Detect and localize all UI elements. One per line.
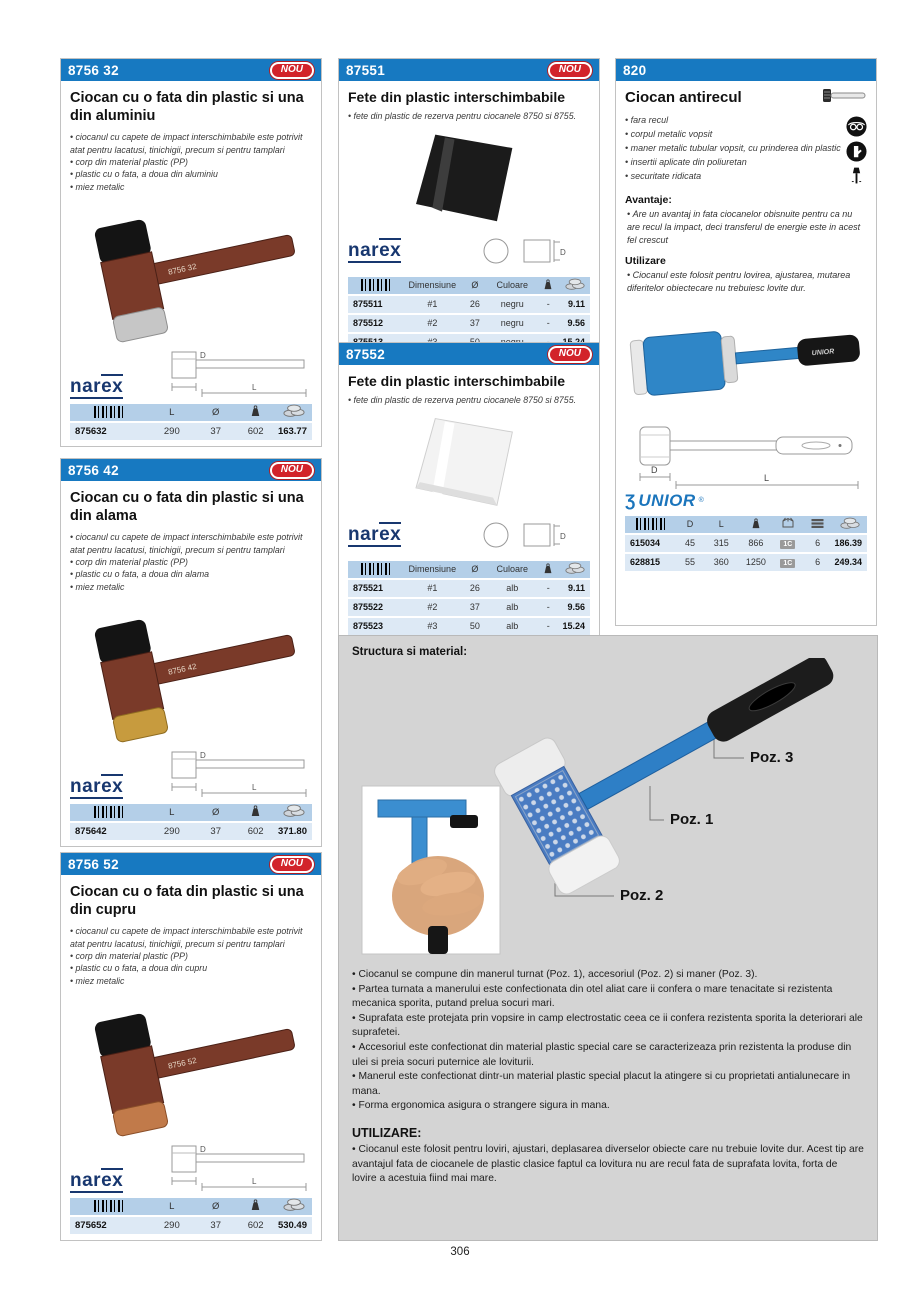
feature-item: • maner metalic tubular vopsit, cu prinderea din plastic <box>625 142 841 156</box>
weight-value: 866 <box>739 535 773 552</box>
col-header-l: L <box>704 516 739 533</box>
structura-bullet: • Forma ergonomica asigura o strangere sigura in mana. <box>352 1099 864 1114</box>
price-value: 15.24 <box>560 618 590 635</box>
feature-item: • corp din material plastic (PP) <box>70 156 312 168</box>
diameter-value: 37 <box>196 1217 235 1234</box>
feature-item: • fete din plastic de rezerva pentru ciocanele 8750 si 8755. <box>348 110 590 122</box>
feature-list <box>70 531 312 593</box>
utilizare-text: • Ciocanul este folosit pentru loviri, ajustari, deplasarea diverselor obiecte care nu trebuie lovite dur. Acest tip are avantajul fata de ciocanele de plastic clasice faptul ca lovitura nu are recul fata de suprafata lovita, forta de lovire a acestuia fiind mai mare. <box>352 1143 864 1187</box>
product-card-875642 <box>60 458 322 847</box>
color-value: alb <box>488 618 536 635</box>
weight-value: 602 <box>235 1217 276 1234</box>
col-header-length: L <box>148 404 196 421</box>
diameter-value: 26 <box>461 296 488 313</box>
color-value: alb <box>488 599 536 616</box>
price-value: 9.56 <box>560 599 590 616</box>
weight-value: 602 <box>235 823 276 840</box>
product-photo-hammer-copper <box>70 987 312 1139</box>
product-photo-hammer-brass <box>70 593 312 745</box>
poz1-label: Poz. 1 <box>670 811 714 828</box>
card-header <box>61 459 321 481</box>
price-value: 163.77 <box>276 423 312 440</box>
nou-badge: NOU <box>548 62 592 79</box>
dimension-value: #1 <box>403 296 461 313</box>
weight-icon <box>235 1198 276 1215</box>
poz3-label: Poz. 3 <box>750 749 794 766</box>
product-title: Ciocan cu o fata din plastic si una din alama <box>70 490 304 525</box>
weight-value: - <box>536 580 560 597</box>
structura-bullet: • Suprafata este protejata prin vopsire in camp electrostatic ceea ce ii confera rezistenta sporita la deteriorari ale suprafetei. <box>352 1012 864 1041</box>
price-value: 9.11 <box>560 296 590 313</box>
narex-logo: narex <box>70 375 124 397</box>
barcode-icon <box>636 518 666 530</box>
weight-value: - <box>536 599 560 616</box>
feature-item: • ciocanul cu capete de impact interschimbabile este potrivit atat pentru lacatusi, tinichigii, precum si pentru tamplari <box>70 925 312 950</box>
price-value: 371.80 <box>276 823 312 840</box>
product-title: Ciocan cu o fata din plastic si una din aluminiu <box>70 90 304 125</box>
price-coins-icon <box>276 804 312 821</box>
price-coins-icon <box>276 404 312 421</box>
price-value: 530.49 <box>276 1217 312 1234</box>
product-title: Ciocan cu o fata din plastic si una din cupru <box>70 884 304 919</box>
barcode-icon <box>94 406 124 418</box>
article-code: 875521 <box>348 580 403 597</box>
product-code: 87551 <box>346 62 386 78</box>
product-title: Fete din plastic interschimbabile <box>348 373 566 389</box>
product-photo-white-face <box>348 406 590 514</box>
weight-value: - <box>536 315 560 332</box>
product-table <box>625 514 867 573</box>
col-header-diameter: Ø <box>196 1198 235 1215</box>
svg-text:L: L <box>252 1176 257 1186</box>
feature-item: • corp din material plastic (PP) <box>70 950 312 962</box>
article-code: 875522 <box>348 599 403 616</box>
feature-item: • plastic cu o fata, a doua din cupru <box>70 962 312 974</box>
col-header-length: L <box>148 804 196 821</box>
d-value: 55 <box>676 554 703 571</box>
article-code: 875512 <box>348 315 403 332</box>
card-header <box>61 59 321 81</box>
svg-text:D: D <box>560 247 566 257</box>
feature-list <box>70 131 312 193</box>
weight-value: - <box>536 618 560 635</box>
dimension-value: #3 <box>403 618 461 635</box>
weight-value: - <box>536 296 560 313</box>
dimension-drawing <box>626 423 866 491</box>
card-header <box>339 343 599 365</box>
structura-bullet: • Accesoriul este confectionat din material plastic special care se caracterizeaza prin rezistenta la produse din ulei si preia socuri puternice ale loviturii. <box>352 1041 864 1070</box>
product-card-87551 <box>338 58 600 358</box>
nou-badge: NOU <box>270 462 314 479</box>
svg-text:D: D <box>200 750 206 760</box>
col-header-diameter: Ø <box>461 277 488 294</box>
pack-badge: 1C <box>773 554 803 571</box>
col-header-color: Culoare <box>488 561 536 578</box>
article-code: 875652 <box>70 1217 148 1234</box>
product-card-87552 <box>338 342 600 642</box>
narex-logo: narex <box>70 1169 124 1191</box>
product-card-875652 <box>60 852 322 1241</box>
price-coins-icon <box>560 277 590 294</box>
col-header-color: Culoare <box>488 277 536 294</box>
product-table <box>70 402 312 442</box>
col-header-d: D <box>676 516 703 533</box>
feature-item: • corpul metalic vopsit <box>625 128 841 142</box>
svg-text:UNIOR: UNIOR <box>811 348 835 358</box>
dimension-drawing <box>162 1141 312 1193</box>
product-card-875632 <box>60 58 322 447</box>
product-card-820 <box>615 58 877 626</box>
product-table <box>348 559 590 637</box>
weight-icon <box>739 516 773 533</box>
feature-item: • insertii aplicate din poliuretan <box>625 156 841 170</box>
svg-text:8756 32: 8756 32 <box>167 261 198 277</box>
pack-badge: 1C <box>773 535 803 552</box>
svg-text:L: L <box>252 782 257 792</box>
product-code: 87552 <box>346 346 386 362</box>
weight-icon <box>235 404 276 421</box>
card-header <box>616 59 876 81</box>
dimension-value: #2 <box>403 315 461 332</box>
weight-icon <box>235 804 276 821</box>
length-value: 290 <box>148 823 196 840</box>
price-value: 9.56 <box>560 315 590 332</box>
product-photo-blue-hammer <box>625 295 867 423</box>
card-header <box>61 853 321 875</box>
col-header-diameter: Ø <box>196 804 235 821</box>
col-header-dimension: Dimensiune <box>403 561 461 578</box>
structura-bullet: • Manerul este confectionat dintr-un material plastic special placut la atingere si cu proprietati antialunecare in mana. <box>352 1070 864 1099</box>
feature-item: • securitate ridicata <box>625 170 841 184</box>
weight-icon <box>536 561 560 578</box>
price-coins-icon <box>276 1198 312 1215</box>
svg-text:8756 52: 8756 52 <box>167 1055 198 1071</box>
pallet-icon <box>803 516 833 533</box>
l-value: 360 <box>704 554 739 571</box>
article-code: 875642 <box>70 823 148 840</box>
col-header-dimension: Dimensiune <box>403 277 461 294</box>
protective-gloves-icon <box>846 141 867 162</box>
price-coins-icon <box>832 516 867 533</box>
col-header-length: L <box>148 1198 196 1215</box>
safety-goggles-icon <box>846 116 867 137</box>
length-value: 290 <box>148 1217 196 1234</box>
unior-logo: Ʒ UNIOR ® <box>625 490 704 510</box>
svg-text:D: D <box>200 350 206 360</box>
price-value: 249.34 <box>832 554 867 571</box>
svg-text:L: L <box>252 382 257 392</box>
product-title: Ciocan antirecul <box>625 89 742 106</box>
hammer-pictogram-icon <box>821 87 867 105</box>
length-value: 290 <box>148 423 196 440</box>
striking-tool-icon <box>850 166 863 186</box>
price-value: 186.39 <box>832 535 867 552</box>
feature-item: • ciocanul cu capete de impact interschimbabile este potrivit atat pentru lacatusi, tinichigii, precum si pentru tamplari <box>70 131 312 156</box>
barcode-icon <box>361 279 391 291</box>
card-header <box>339 59 599 81</box>
article-code: 875523 <box>348 618 403 635</box>
qty-value: 6 <box>803 535 833 552</box>
feature-list <box>70 925 312 987</box>
weight-value: 1250 <box>739 554 773 571</box>
svg-text:8756 42: 8756 42 <box>167 661 198 677</box>
weight-value: 602 <box>235 423 276 440</box>
qty-value: 6 <box>803 554 833 571</box>
diameter-value: 37 <box>196 423 235 440</box>
feature-item: • fete din plastic de rezerva pentru ciocanele 8750 si 8755. <box>348 394 590 406</box>
col-header-diameter: Ø <box>196 404 235 421</box>
utilizare-heading: Utilizare <box>625 254 666 267</box>
article-code: 615034 <box>625 535 676 552</box>
feature-item: • miez metalic <box>70 581 312 593</box>
structura-bullet: • Partea turnata a manerului este confectionata din otel aliat care ii confera o mare tenacitate si rezistenta mecanica sporita, putand prelua socuri mari. <box>352 983 864 1012</box>
unior-symbol-icon: Ʒ <box>625 490 636 510</box>
product-table <box>70 1196 312 1236</box>
barcode-icon <box>361 563 391 575</box>
l-value: 315 <box>704 535 739 552</box>
feature-item: • ciocanul cu capete de impact interschimbabile este potrivit atat pentru lacatusi, tinichigii, precum si pentru tamplari <box>70 531 312 556</box>
price-value: 9.11 <box>560 580 590 597</box>
color-value: negru <box>488 315 536 332</box>
product-code: 8756 52 <box>68 856 119 872</box>
product-code: 8756 42 <box>68 462 119 478</box>
product-code: 8756 32 <box>68 62 119 78</box>
avantaje-heading: Avantaje: <box>625 193 672 206</box>
dimension-value: #2 <box>403 599 461 616</box>
dimension-drawing <box>162 347 312 399</box>
narex-logo: narex <box>70 775 124 797</box>
structura-text <box>352 968 864 1114</box>
svg-text:D: D <box>651 464 658 475</box>
article-code: 628815 <box>625 554 676 571</box>
dimension-drawing <box>480 516 590 556</box>
product-title: Fete din plastic interschimbabile <box>348 89 566 105</box>
weight-icon <box>536 277 560 294</box>
diameter-value: 50 <box>461 618 488 635</box>
svg-text:D: D <box>560 531 566 541</box>
color-value: negru <box>488 296 536 313</box>
structura-illustration <box>352 658 866 964</box>
diameter-value: 37 <box>461 315 488 332</box>
product-photo-black-face <box>348 122 590 230</box>
poz2-label: Poz. 2 <box>620 887 664 904</box>
structura-title: Structura si material: <box>352 646 468 658</box>
feature-item: • corp din material plastic (PP) <box>70 556 312 568</box>
diameter-value: 26 <box>461 580 488 597</box>
product-code: 820 <box>623 62 647 78</box>
article-code: 875511 <box>348 296 403 313</box>
structura-panel <box>338 635 878 1241</box>
svg-text:D: D <box>200 1144 206 1154</box>
structura-bullet: • Ciocanul se compune din manerul turnat (Poz. 1), accesoriul (Poz. 2) si maner (Poz. 3). <box>352 968 864 983</box>
feature-list <box>348 110 590 122</box>
feature-item: • plastic cu o fata, a doua din aluminiu <box>70 168 312 180</box>
price-coins-icon <box>560 561 590 578</box>
nou-badge: NOU <box>548 346 592 363</box>
barcode-icon <box>94 1200 124 1212</box>
utilizare-heading: UTILIZARE: <box>352 1126 422 1141</box>
nou-badge: NOU <box>270 62 314 79</box>
col-header-diameter: Ø <box>461 561 488 578</box>
feature-list <box>625 114 841 186</box>
narex-logo: narex <box>348 523 402 545</box>
feature-item: • plastic cu o fata, a doua din alama <box>70 568 312 580</box>
product-photo-hammer-aluminium <box>70 193 312 345</box>
barcode-icon <box>94 806 124 818</box>
diameter-value: 37 <box>461 599 488 616</box>
product-table <box>70 802 312 842</box>
dimension-drawing <box>480 232 590 272</box>
avantaje-text: • Are un avantaj in fata ciocanelor obisnuite pentru ca nu are recul la impact, deci transferul de energie este in acest fel crescut <box>627 208 867 247</box>
feature-item: • miez metalic <box>70 975 312 987</box>
diameter-value: 37 <box>196 823 235 840</box>
utilizare-text: • Ciocanul este folosit pentru lovirea, ajustarea, mutarea diferitelor obiectecare nu trebuiesc lovite dur. <box>627 269 867 295</box>
carton-box-icon <box>773 516 803 533</box>
feature-item: • miez metalic <box>70 181 312 193</box>
narex-logo: narex <box>348 239 402 261</box>
feature-list <box>348 394 590 406</box>
svg-text:L: L <box>764 472 770 483</box>
nou-badge: NOU <box>270 856 314 873</box>
page-number: 306 <box>450 1246 470 1258</box>
color-value: alb <box>488 580 536 597</box>
dimension-value: #1 <box>403 580 461 597</box>
dimension-drawing <box>162 747 312 799</box>
article-code: 875632 <box>70 423 148 440</box>
feature-item: • fara recul <box>625 114 841 128</box>
d-value: 45 <box>676 535 703 552</box>
